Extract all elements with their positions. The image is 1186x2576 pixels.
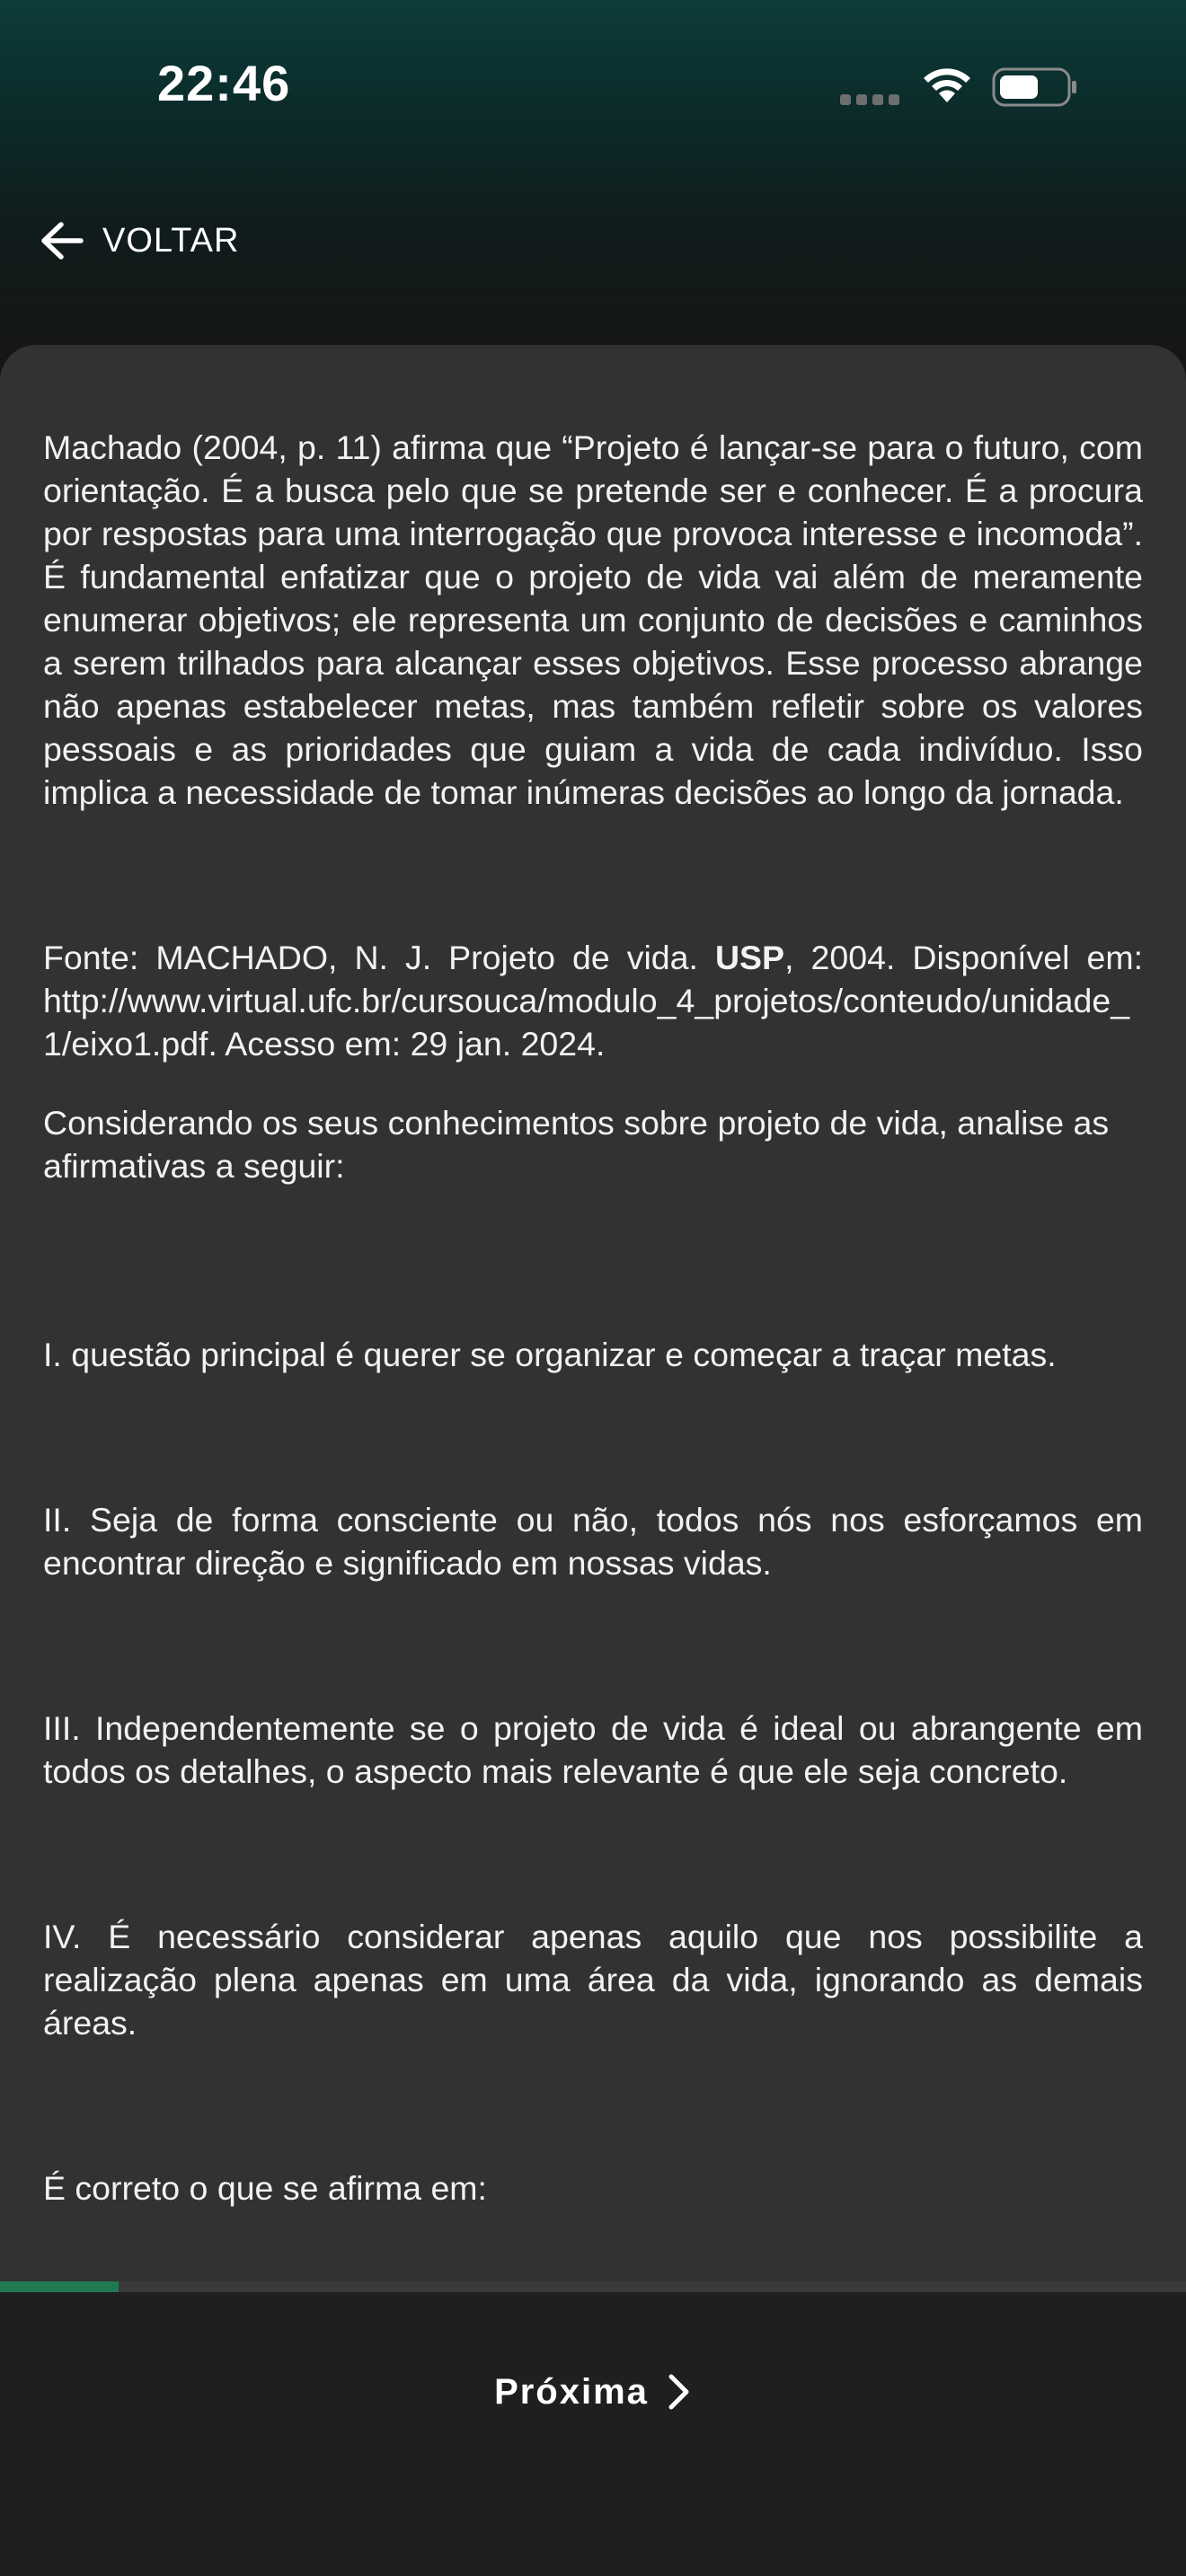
progress-fill bbox=[0, 2281, 119, 2292]
question-closing: É correto o que se afirma em: bbox=[43, 2169, 487, 2207]
source-citation bbox=[43, 936, 1143, 1065]
statement-2: II. Seja de forma consciente ou não, todos nós nos esforçamos em encontrar direção e significado em nossas vidas. bbox=[43, 1501, 1143, 1582]
source-prefix: Fonte: MACHADO, N. J. Projeto de vida. bbox=[43, 939, 715, 976]
next-label: Próxima bbox=[494, 2371, 649, 2412]
back-label: VOLTAR bbox=[102, 221, 240, 260]
bottom-bar bbox=[0, 2292, 1186, 2576]
progress-bar bbox=[0, 2281, 1186, 2292]
question-prompt: Considerando os seus conhecimentos sobre projeto de vida, analise as afirmativas a seguir: bbox=[43, 1104, 1110, 1185]
chevron-right-icon bbox=[665, 2372, 692, 2412]
back-button[interactable] bbox=[38, 212, 239, 269]
question-card bbox=[0, 345, 1186, 2285]
question-paragraph: Machado (2004, p. 11) afirma que “Projeto é lançar-se para o futuro, com orientação. É a busca pelo que se pretende ser e conhecer. É a procura por respostas para uma interrogação que provoca interesse e incomoda”. É fundamental enfatizar que o projeto de vida vai além de meramente enumerar objetivos; ele representa um conjunto de decisões e caminhos a serem trilhados para alcançar esses objetivos. Esse processo abrange não apenas estabelecer metas, mas também refletir sobre os valores pessoais e as prioridades que guiam a vida de cada indivíduo. Isso implica a necessidade de tomar inúmeras decisões ao longo da jornada. bbox=[43, 428, 1143, 811]
arrow-left-icon bbox=[38, 218, 86, 263]
statement-4: IV. É necessário considerar apenas aquilo que nos possibilite a realização plena apenas em uma área da vida, ignorando as demais áreas. bbox=[43, 1918, 1143, 2042]
next-button[interactable] bbox=[476, 2351, 710, 2432]
status-time: 22:46 bbox=[157, 55, 291, 111]
signal-dots-icon bbox=[840, 94, 899, 105]
wifi-icon bbox=[920, 66, 974, 106]
statement-3: III. Independentemente se o projeto de vida é ideal ou abrangente em todos os detalhes, o aspecto mais relevante é que ele seja concreto. bbox=[43, 1709, 1143, 1790]
source-suffix: , 2004. Disponível em: http://www.virtual.ufc.br/cursouca/modulo_4_projetos/conteudo/unidade_1/eixo1.pdf. Acesso em: 29 jan. 2024. bbox=[43, 939, 1143, 1063]
battery-icon bbox=[992, 66, 1078, 108]
source-bold: USP bbox=[714, 939, 785, 976]
statement-1: I. questão principal é querer se organizar e começar a traçar metas. bbox=[43, 1336, 1057, 1373]
